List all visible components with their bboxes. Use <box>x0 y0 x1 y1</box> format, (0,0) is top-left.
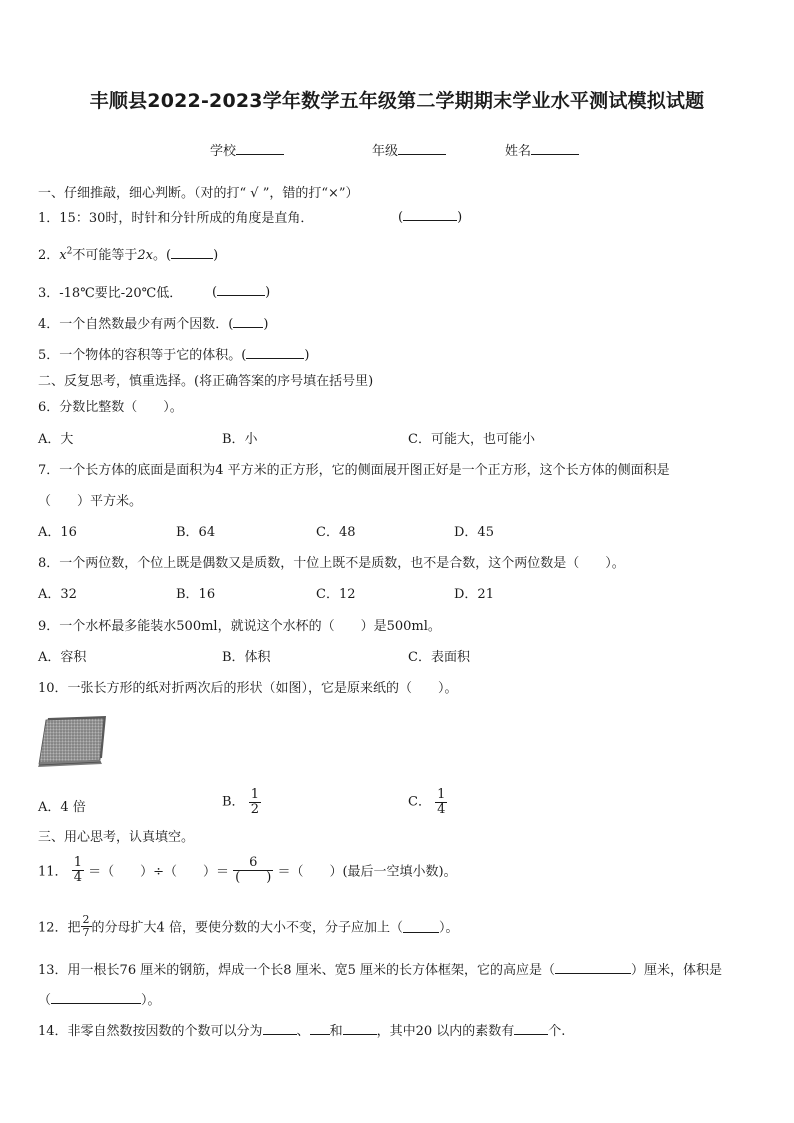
q10-option-c[interactable] <box>408 788 447 816</box>
q10-option-c-fraction: $\frac{1}{4}$ <box>437 787 446 817</box>
q2-expression: 2x <box>137 248 153 263</box>
question-2: 2．$x^2$不可能等于2x。( ) <box>38 246 219 263</box>
q11-division-blanks[interactable]: ＝（ ）÷（ ）＝ <box>88 864 230 880</box>
question-7-line1: 7．一个长方体的底面是面积为4 平方米的正方形，它的侧面展开图正好是一个正方形，这个长方体的侧面积是 <box>38 463 670 478</box>
q7-option-a[interactable]: A．16 <box>38 525 77 540</box>
q7-option-c[interactable]: C．48 <box>316 525 356 540</box>
q14-text: 14．非零自然数按因数的个数可以分为 <box>38 1024 263 1039</box>
q14-blank-2[interactable] <box>310 1021 330 1035</box>
q13-close: ）。 <box>141 993 161 1008</box>
q8-option-b[interactable]: B．16 <box>176 587 216 602</box>
name-blank[interactable] <box>531 141 579 155</box>
q9-option-b[interactable]: B．体积 <box>222 650 271 665</box>
q2-text: 不可能等于 <box>72 248 138 263</box>
q2-open-paren: 。( <box>152 248 172 263</box>
question-4: 4．一个自然数最少有两个因数．( ) <box>38 313 268 332</box>
q13-height-answer[interactable] <box>555 960 631 974</box>
question-13-line1 <box>38 959 722 978</box>
q8-option-d[interactable]: D．21 <box>454 587 494 602</box>
name-label: 姓名 <box>505 144 532 159</box>
question-1 <box>38 207 313 226</box>
q7-option-b[interactable]: B．64 <box>176 525 216 540</box>
q6-option-b[interactable]: B．小 <box>222 432 258 447</box>
q7-option-d[interactable]: D．45 <box>454 525 494 540</box>
q9-option-c[interactable]: C．表面积 <box>408 650 470 665</box>
q2-exponent: 2 <box>66 246 73 257</box>
question-14 <box>38 1020 565 1039</box>
question-3: 3．-18℃要比-20℃低． <box>38 286 183 301</box>
q14-end: 个. <box>548 1024 566 1039</box>
q13-volume-answer[interactable] <box>51 990 141 1004</box>
question-10: 10．一张长方形的纸对折两次后的形状（如图），它是原来纸的（ ）。 <box>38 681 458 696</box>
grade-blank[interactable] <box>398 141 446 155</box>
q5-text: 5．一个物体的容积等于它的体积。( <box>38 348 247 363</box>
q3-answer[interactable]: ( ) <box>212 282 270 300</box>
q12-fraction: $\frac{2}{7}$ <box>82 913 90 939</box>
q11-fraction-2[interactable]: $\frac{6}{( )}$ <box>235 855 272 885</box>
q10-option-c-label: C． <box>408 794 431 810</box>
q10-option-b-fraction: $\frac{1}{2}$ <box>250 787 259 817</box>
school-field <box>210 140 284 159</box>
q14-sep-1: 、 <box>296 1024 310 1039</box>
q12-close: ）。 <box>438 920 459 936</box>
name-field <box>505 140 579 159</box>
q13-text-end: ）厘米，体积是 <box>631 963 723 978</box>
q12-prefix: 12．把 <box>38 920 81 936</box>
q14-sep-2: 和 <box>329 1024 343 1039</box>
q6-option-c[interactable]: C．可能大，也可能小 <box>408 432 535 447</box>
q4-text: 4．一个自然数最少有两个因数．( <box>38 317 234 332</box>
q5-answer[interactable] <box>246 345 304 359</box>
q2-number: 2． <box>38 248 60 263</box>
question-6: 6．分数比整数（ ）。 <box>38 400 183 415</box>
q11-number: 11． <box>38 864 68 880</box>
question-5: 5．一个物体的容积等于它的体积。( ) <box>38 344 309 363</box>
question-11 <box>38 856 457 884</box>
q12-text: 的分母扩大4 倍，要使分数的大小不变，分子应加上（ <box>91 920 403 936</box>
q1-text: 1．15：30时，时针和分针所成的角度是直角． <box>38 211 314 226</box>
grade-label: 年级 <box>372 144 399 159</box>
question-9: 9．一个水杯最多能装水500ml，就说这个水杯的（ ）是500ml。 <box>38 619 441 634</box>
section2-heading: 二、反复思考，慎重选择。(将正确答案的序号填在括号里) <box>38 374 374 389</box>
q10-option-b-label: B． <box>222 794 245 810</box>
question-13-line2 <box>38 989 161 1008</box>
school-blank[interactable] <box>236 141 284 155</box>
q8-option-a[interactable]: A．32 <box>38 587 77 602</box>
q8-option-c[interactable]: C．12 <box>316 587 356 602</box>
page-title: 丰顺县2022-2023学年数学五年级第二学期期末学业水平测试模拟试题 <box>89 90 705 112</box>
q14-blank-3[interactable] <box>343 1021 377 1035</box>
q14-blank-1[interactable] <box>263 1021 297 1035</box>
folded-paper-image <box>36 712 108 770</box>
question-8: 8．一个两位数，个位上既是偶数又是质数，十位上既不是质数，也不是合数，这个两位数是（ ）。 <box>38 556 625 571</box>
section3-heading: 三、用心思考，认真填空。 <box>38 830 195 845</box>
q2-answer[interactable] <box>171 245 213 259</box>
q13-text: 13．用一根长76 厘米的钢筋，焊成一个长8 厘米、宽5 厘米的长方体框架，它的高应是（ <box>38 963 556 978</box>
question-12 <box>38 914 458 938</box>
section1-heading: 一、仔细推敲，细心判断。（对的打“ √ ”，错的打“×”） <box>38 186 359 201</box>
q4-answer[interactable] <box>233 314 263 328</box>
school-label: 学校 <box>210 144 237 159</box>
q10-option-a[interactable]: A．4 倍 <box>38 800 86 815</box>
q9-option-a[interactable]: A．容积 <box>38 650 87 665</box>
q11-fraction-1: $\frac{1}{4}$ <box>73 855 82 885</box>
grade-field <box>372 140 446 159</box>
question-7-line2: （ ）平方米。 <box>38 494 143 509</box>
q2-variable: x <box>59 248 67 263</box>
q11-decimal-blank[interactable]: ＝（ ）(最后一空填小数)。 <box>277 864 457 880</box>
q13-open: （ <box>38 993 52 1008</box>
q1-answer[interactable]: ( ) <box>398 207 462 225</box>
q14-blank-4[interactable] <box>514 1021 548 1035</box>
q6-option-a[interactable]: A．大 <box>38 432 74 447</box>
q10-option-b[interactable] <box>222 788 261 816</box>
q12-answer[interactable] <box>403 919 439 933</box>
q14-mid: ，其中20 以内的素数有 <box>376 1024 515 1039</box>
